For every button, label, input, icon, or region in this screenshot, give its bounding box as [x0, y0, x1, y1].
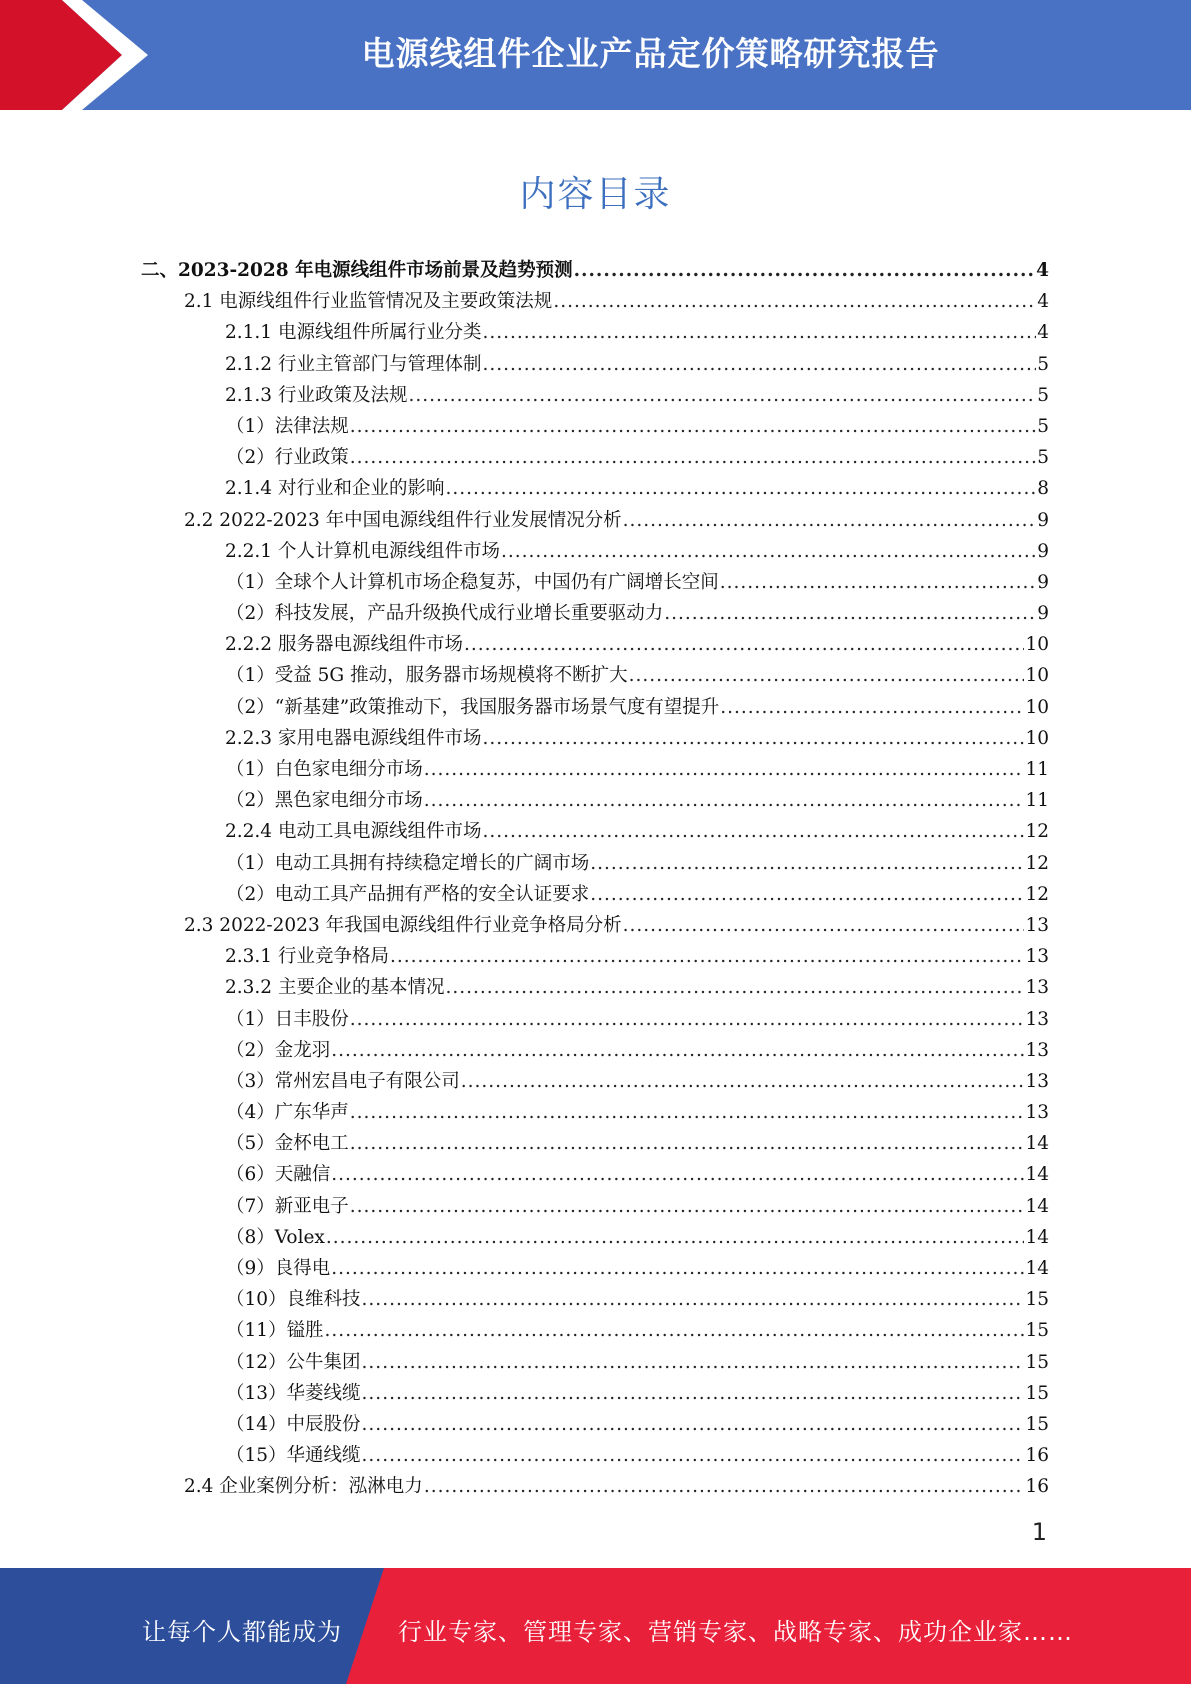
toc-entry-page: 9 — [1037, 540, 1049, 562]
toc-leader-dots — [720, 692, 1024, 723]
toc-leader-dots — [482, 317, 1036, 348]
toc-leader-dots — [424, 1471, 1025, 1502]
toc-entry-label: （7）新亚电子 — [226, 1195, 349, 1217]
toc-entry-page: 12 — [1025, 821, 1049, 843]
toc-entry-label: （1）法律法规 — [226, 415, 349, 437]
toc-leader-dots — [331, 1035, 1024, 1066]
toc-entry-label: （12）公牛集团 — [226, 1351, 361, 1373]
toc-entry[interactable] — [0, 317, 1191, 348]
toc-entry-label: （2）金龙羽 — [226, 1039, 331, 1061]
toc-entry-label: 2.2.2 服务器电源线组件市场 — [225, 634, 463, 656]
toc-entry-label: 2.1 电源线组件行业监管情况及主要政策法规 — [184, 291, 553, 313]
toc-entry[interactable] — [0, 380, 1191, 411]
toc-entry[interactable] — [0, 972, 1191, 1003]
toc-entry-page: 15 — [1025, 1351, 1049, 1373]
footer-slogan-left: 让每个人都能成为 — [142, 1618, 342, 1646]
toc-entry[interactable] — [0, 473, 1191, 504]
toc-entry-page: 5 — [1037, 353, 1049, 375]
toc-entry-label: （2）科技发展，产品升级换代成行业增长重要驱动力 — [226, 603, 664, 625]
toc-entry-label: （2）“新基建”政策推动下，我国服务器市场景气度有望提升 — [226, 696, 720, 718]
toc-entry[interactable] — [0, 660, 1191, 691]
toc-entry-page: 14 — [1025, 1226, 1049, 1248]
toc-entry-label: 2.1.2 行业主管部门与管理体制 — [225, 353, 482, 375]
toc-leader-dots — [445, 473, 1036, 504]
toc-entry-page: 10 — [1025, 665, 1049, 687]
toc-entry-page: 5 — [1037, 415, 1049, 437]
toc-leader-dots — [350, 1128, 1025, 1159]
toc-leader-dots — [720, 567, 1036, 598]
toc-entry[interactable] — [0, 567, 1191, 598]
toc-entry-page: 16 — [1025, 1445, 1049, 1467]
toc-entry[interactable] — [0, 1004, 1191, 1035]
toc-entry[interactable] — [0, 1284, 1191, 1315]
toc-entry-label: 二、2023-2028 年电源线组件市场前景及趋势预测 — [141, 260, 573, 281]
toc-entry[interactable] — [0, 598, 1191, 629]
toc-entry[interactable] — [0, 1128, 1191, 1159]
footer-slogan-right: 行业专家、管理专家、营销专家、战略专家、成功企业家…… — [398, 1618, 1073, 1646]
toc-leader-dots — [553, 286, 1036, 317]
toc-leader-dots — [326, 1222, 1025, 1253]
toc-entry-label: （11）镒胜 — [226, 1320, 324, 1342]
toc-entry-label: 2.2.4 电动工具电源线组件市场 — [225, 821, 482, 843]
toc-leader-dots — [362, 1378, 1025, 1409]
toc-leader-dots — [445, 972, 1024, 1003]
toc-entry[interactable] — [0, 255, 1191, 286]
toc-leader-dots — [408, 380, 1036, 411]
toc-entry-page: 13 — [1025, 977, 1049, 999]
toc-entry[interactable] — [0, 754, 1191, 785]
toc-entry-label: （4）广东华声 — [226, 1102, 349, 1124]
page-number: 1 — [1031, 1518, 1047, 1546]
toc-entry[interactable] — [0, 1347, 1191, 1378]
toc-entry-label: （1）全球个人计算机市场企稳复苏，中国仍有广阔增长空间 — [226, 571, 719, 593]
toc-entry[interactable] — [0, 442, 1191, 473]
toc-entry-page: 9 — [1037, 571, 1049, 593]
toc-entry[interactable] — [0, 1440, 1191, 1471]
toc-entry-label: 2.2.1 个人计算机电源线组件市场 — [225, 540, 500, 562]
toc-entry-label: 2.1.3 行业政策及法规 — [225, 384, 408, 406]
toc-entry-page: 4 — [1037, 291, 1049, 313]
toc-leader-dots — [331, 1253, 1024, 1284]
toc-entry-page: 14 — [1025, 1195, 1049, 1217]
toc-leader-dots — [350, 442, 1036, 473]
toc-entry-page: 13 — [1025, 1039, 1049, 1061]
toc-entry[interactable] — [0, 692, 1191, 723]
toc-entry[interactable] — [0, 723, 1191, 754]
toc-leader-dots — [350, 411, 1036, 442]
toc-leader-dots — [362, 1409, 1025, 1440]
toc-entry-label: （2）电动工具产品拥有严格的安全认证要求 — [226, 883, 590, 905]
toc-leader-dots — [664, 598, 1036, 629]
toc-entry[interactable] — [0, 910, 1191, 941]
toc-entry[interactable] — [0, 785, 1191, 816]
toc-entry-page: 15 — [1025, 1289, 1049, 1311]
toc-entry-label: （2）黑色家电细分市场 — [226, 790, 423, 812]
toc-entry-page: 15 — [1025, 1413, 1049, 1435]
toc-entry-label: 2.3 2022-2023 年我国电源线组件行业竞争格局分析 — [184, 914, 622, 936]
toc-entry[interactable] — [0, 1159, 1191, 1190]
toc-entry-page: 13 — [1025, 1070, 1049, 1092]
footer-banner — [0, 1568, 1191, 1684]
toc-leader-dots — [482, 723, 1024, 754]
toc-entry-label: （15）华通线缆 — [226, 1445, 361, 1467]
toc-entry[interactable] — [0, 1471, 1191, 1502]
toc-entry-label: （2）行业政策 — [226, 447, 349, 469]
toc-entry[interactable] — [0, 1066, 1191, 1097]
toc-entry-label: 2.3.2 主要企业的基本情况 — [225, 977, 445, 999]
toc-entry-label: （1）白色家电细分市场 — [226, 759, 423, 780]
toc-leader-dots — [350, 1191, 1025, 1222]
toc-entry[interactable] — [0, 1315, 1191, 1346]
toc-entry-label: （1）日丰股份 — [226, 1008, 349, 1030]
toc-entry[interactable] — [0, 1035, 1191, 1066]
toc-entry[interactable] — [0, 848, 1191, 879]
toc-entry-page: 14 — [1025, 1133, 1049, 1155]
toc-entry[interactable] — [0, 536, 1191, 567]
toc-entry-label: （5）金杯电工 — [226, 1133, 349, 1155]
toc-entry-page: 14 — [1025, 1258, 1049, 1279]
toc-leader-dots — [424, 785, 1025, 816]
toc-leader-dots — [461, 1066, 1025, 1097]
toc-entry[interactable] — [0, 816, 1191, 847]
toc-entry-label: （10）良维科技 — [226, 1289, 361, 1311]
toc-entry-page: 15 — [1025, 1382, 1049, 1404]
toc-entry[interactable] — [0, 349, 1191, 380]
report-title: 电源线组件企业产品定价策略研究报告 — [361, 34, 940, 73]
toc-entry-label: （1）电动工具拥有持续稳定增长的广阔市场 — [226, 852, 590, 874]
toc-entry-label: （8）Volex — [226, 1226, 325, 1248]
toc-entry-page: 5 — [1037, 384, 1049, 406]
toc-entry-label: 2.1.1 电源线组件所属行业分类 — [225, 322, 482, 344]
toc-entry[interactable] — [0, 286, 1191, 317]
toc-leader-dots — [331, 1159, 1024, 1190]
toc-entry-page: 9 — [1037, 603, 1049, 625]
toc-entry-label: 2.3.1 行业竞争格局 — [225, 946, 389, 968]
toc-leader-dots — [325, 1315, 1025, 1346]
toc-entry[interactable] — [0, 879, 1191, 910]
toc-entry-page: 10 — [1025, 634, 1049, 656]
toc-leader-dots — [482, 349, 1036, 380]
toc-leader-dots — [623, 910, 1025, 941]
toc-entry-page: 12 — [1025, 852, 1049, 874]
toc-entry-page: 11 — [1025, 759, 1049, 780]
toc-entry-page: 16 — [1025, 1476, 1049, 1498]
toc-entry-label: （6）天融信 — [226, 1164, 331, 1186]
toc-entry[interactable] — [0, 1097, 1191, 1128]
toc-entry[interactable] — [0, 941, 1191, 972]
table-of-contents — [0, 255, 1191, 1503]
toc-entry-label: 2.2.3 家用电器电源线组件市场 — [225, 727, 482, 749]
toc-entry-label: 2.4 企业案例分析：泓淋电力 — [184, 1476, 423, 1498]
toc-entry-label: （9）良得电 — [226, 1258, 331, 1279]
toc-entry-label: （14）中辰股份 — [226, 1413, 361, 1435]
toc-leader-dots — [482, 816, 1024, 847]
toc-entry-page: 10 — [1025, 727, 1049, 749]
toc-entry[interactable] — [0, 1222, 1191, 1253]
toc-leader-dots — [590, 879, 1024, 910]
toc-leader-dots — [501, 536, 1036, 567]
toc-entry-page: 13 — [1025, 1008, 1049, 1030]
toc-entry-page: 5 — [1037, 447, 1049, 469]
toc-entry-page: 4 — [1037, 322, 1049, 344]
toc-entry-label: 2.2 2022-2023 年中国电源线组件行业发展情况分析 — [184, 509, 622, 531]
toc-entry-page: 14 — [1025, 1164, 1049, 1186]
toc-entry-page: 13 — [1025, 1102, 1049, 1124]
toc-leader-dots — [424, 754, 1025, 785]
toc-entry-page: 10 — [1025, 696, 1049, 718]
toc-entry-label: （13）华菱线缆 — [226, 1382, 361, 1404]
toc-entry-page: 12 — [1025, 883, 1049, 905]
toc-entry-page: 8 — [1037, 478, 1049, 500]
toc-entry[interactable] — [0, 505, 1191, 536]
header-banner — [0, 0, 1191, 110]
toc-leader-dots — [574, 255, 1036, 286]
toc-entry[interactable] — [0, 1378, 1191, 1409]
toc-entry-page: 9 — [1037, 509, 1049, 531]
toc-leader-dots — [362, 1347, 1025, 1378]
toc-leader-dots — [350, 1004, 1025, 1035]
toc-entry-label: 2.1.4 对行业和企业的影响 — [225, 478, 445, 500]
toc-entry[interactable] — [0, 629, 1191, 660]
red-chevron-decoration — [0, 0, 150, 110]
toc-entry[interactable] — [0, 411, 1191, 442]
toc-heading: 内容目录 — [519, 174, 672, 215]
toc-entry[interactable] — [0, 1191, 1191, 1222]
toc-leader-dots — [623, 505, 1037, 536]
toc-entry-page: 4 — [1036, 260, 1049, 281]
toc-entry-page: 13 — [1025, 914, 1049, 936]
toc-leader-dots — [362, 1440, 1025, 1471]
toc-leader-dots — [390, 941, 1024, 972]
toc-entry-label: （1）受益 5G 推动，服务器市场规模将不断扩大 — [226, 665, 628, 687]
toc-leader-dots — [350, 1097, 1025, 1128]
toc-leader-dots — [362, 1284, 1025, 1315]
toc-entry-page: 11 — [1025, 790, 1049, 812]
toc-leader-dots — [590, 848, 1024, 879]
toc-entry-page: 15 — [1025, 1320, 1049, 1342]
toc-leader-dots — [464, 629, 1024, 660]
toc-leader-dots — [629, 660, 1025, 691]
toc-entry[interactable] — [0, 1253, 1191, 1284]
toc-entry-label: （3）常州宏昌电子有限公司 — [226, 1070, 460, 1092]
toc-entry-page: 13 — [1025, 946, 1049, 968]
toc-entry[interactable] — [0, 1409, 1191, 1440]
